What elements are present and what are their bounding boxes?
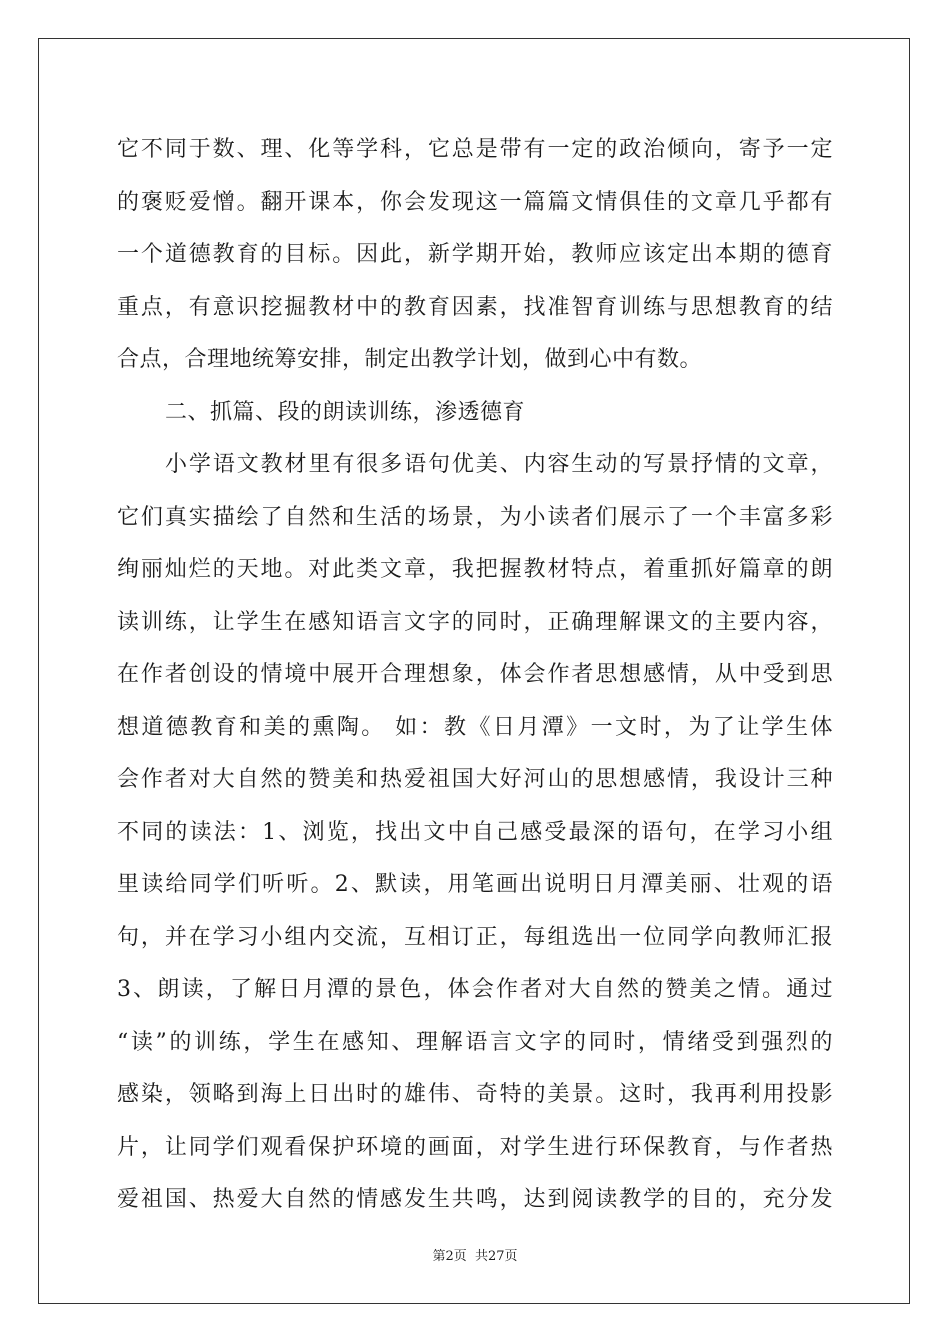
paragraph-line: 片，让同学们观看保护环境的画面，对学生进行环保教育，与作者热 — [117, 1134, 833, 1160]
page-footer — [0, 1245, 950, 1264]
paragraph-line: 合点，合理地统筹安排，制定出教学计划，做到心中有数。 — [117, 347, 703, 372]
paragraph-line: 爱祖国、热爱大自然的情感发生共鸣，达到阅读教学的目的，充分发 — [117, 1187, 833, 1212]
page-number: 第2页 — [432, 1249, 467, 1264]
paragraph-line: 3、朗读，了解日月潭的景色，体会作者对大自然的赞美之情。通过 — [117, 977, 833, 1002]
paragraph-line: 想道德教育和美的熏陶。 如：教《日月潭》一文时，为了让学生体 — [117, 714, 833, 740]
paragraph-line: 会作者对大自然的赞美和热爱祖国大好河山的思想感情，我设计三种 — [117, 767, 833, 792]
total-pages: 共27页 — [474, 1249, 518, 1264]
paragraph-line: 它们真实描绘了自然和生活的场景，为小读者们展示了一个丰富多彩 — [117, 504, 833, 530]
paragraph-line: 绚丽灿烂的天地。对此类文章，我把握教材特点，着重抓好篇章的朗 — [117, 557, 833, 582]
paragraph-line: 不同的读法：1、浏览，找出文中自己感受最深的语句，在学习小组 — [117, 819, 833, 845]
paragraph-line: “读”的训练，学生在感知、理解语言文字的同时，情绪受到强烈的 — [117, 1029, 833, 1055]
document-body — [117, 124, 833, 1227]
paragraph-line: 感染，领略到海上日出时的雄伟、奇特的美景。这时，我再利用投影 — [117, 1082, 833, 1107]
paragraph-line: 重点，有意识挖掘教材中的教育因素，找准智育训练与思想教育的结 — [117, 294, 833, 320]
paragraph-line: 它不同于数、理、化等学科，它总是带有一定的政治倾向，寄予一定 — [117, 137, 833, 162]
paragraph-line: 的褒贬爱憎。翻开课本，你会发现这一篇篇文情俱佳的文章几乎都有 — [117, 189, 833, 215]
paragraph-line: 里读给同学们听听。2、默读，用笔画出说明日月潭美丽、壮观的语 — [117, 872, 833, 897]
paragraph-line: 一个道德教育的目标。因此，新学期开始，教师应该定出本期的德育 — [117, 242, 833, 267]
section-heading: 二、抓篇、段的朗读训练，渗透德育 — [165, 399, 526, 425]
paragraph-line: 读训练，让学生在感知语言文字的同时，正确理解课文的主要内容， — [117, 609, 833, 635]
paragraph-line: 在作者创设的情境中展开合理想象，体会作者思想感情，从中受到思 — [117, 662, 833, 687]
paragraph-line: 句，并在学习小组内交流，互相订正，每组选出一位同学向教师汇报 — [117, 924, 833, 950]
paragraph-line: 小学语文教材里有很多语句优美、内容生动的写景抒情的文章， — [165, 452, 833, 477]
